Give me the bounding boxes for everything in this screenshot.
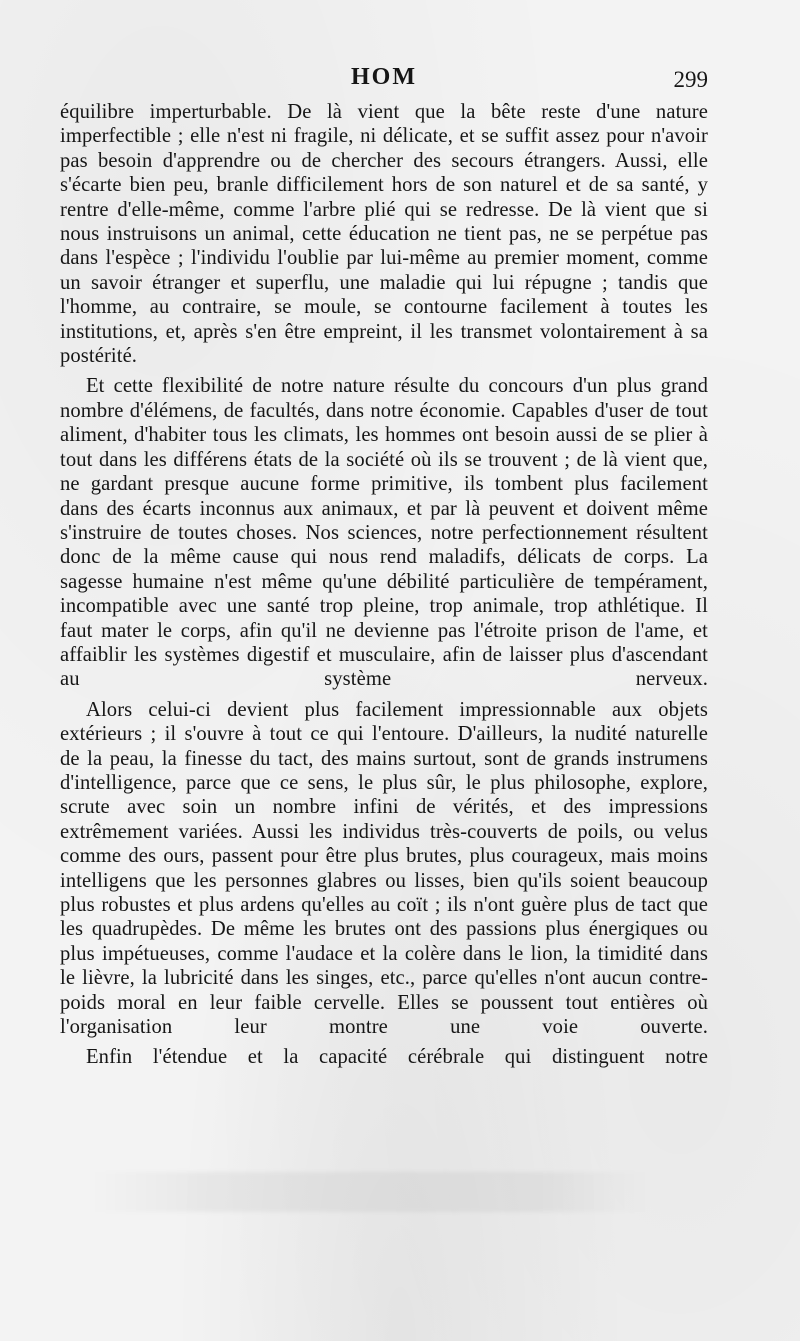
show-through-texture (90, 1172, 650, 1212)
paragraph-2: Et cette flexibilité de notre nature résulte du concours d'un plus grand nombre d'élémens, de facultés, dans notre économie. Capables d'user de tout aliment, d'habiter tous les climats, les hommes ont besoin aussi de se plier à tout dans les différens états de la société où ils se trouvent ; de là vient que, ne gardant presque aucune forme primitive, ils tombent plus facilement dans des écarts inconnus aux animaux, et par là peuvent et doivent même s'instruire de toutes choses. Nos sciences, notre perfectionnement résultent donc de la même cause qui nous rend maladifs, délicats de corps. La sagesse humaine n'est même qu'une débilité particulière de tempérament, incompatible avec une santé trop pleine, trop animale, trop athlétique. Il faut mater le corps, afin qu'il ne devienne pas l'étroite prison de l'ame, et affaiblir les systèmes digestif et musculaire, afin de laisser plus d'ascendant au système nerveux. (60, 375, 708, 691)
paragraph-1: équilibre imperturbable. De là vient que la bête reste d'une nature imperfectible ; elle n'est ni fragile, ni délicate, et se suffit assez pour n'avoir pas besoin d'apprendre ou de chercher des secours étrangers. Aussi, elle s'écarte bien peu, branle difficilement hors de son naturel et de sa santé, y rentre d'elle-même, comme l'arbre plié qui se redresse. De là vient que si nous instruisons un animal, cette éducation ne tient pas, ne se perpétue pas dans l'espèce ; l'individu l'oublie par lui-même au premier moment, comme un savoir étranger et superflu, une maladie qui lui répugne ; tandis que l'homme, au contraire, se moule, se contourne facilement à toutes les institutions, et, après s'en être empreint, il les transmet volontairement à sa postérité. (60, 101, 708, 368)
paragraph-3: Alors celui-ci devient plus facilement impressionnable aux objets extérieurs ; il s'ouvre à tout ce qui l'entoure. D'ailleurs, la nudité naturelle de la peau, la finesse du tact, des mains surtout, sont de grands instrumens d'intelligence, parce que ce sens, le plus sûr, le plus philosophe, explore, scrute avec soin un nombre infini de vérités, et des impressions extrêmement variées. Aussi les individus très-couverts de poils, ou velus comme des ours, passent pour être plus brutes, plus courageux, mais moins intelligens que les personnes glabres ou lisses, bien qu'ils soient beaucoup plus robustes et plus ardens qu'elles au coït ; ils n'ont guère plus de tact que les quadrupèdes. De même les brutes ont des passions plus énergiques ou plus impétueuses, comme l'audace et la colère dans le lion, la timidité dans le lièvre, la lubricité dans les singes, etc., parce qu'elles n'ont aucun contre-poids moral en leur faible cervelle. Elles se poussent tout entières où l'organisation leur montre une voie ouverte. (60, 698, 708, 1039)
running-head (60, 64, 708, 100)
page-number: 299 (673, 67, 708, 92)
running-title: HOM (351, 64, 417, 90)
body-text (60, 100, 708, 1070)
paragraph-4: Enfin l'étendue et la capacité cérébrale qui distinguent notre (86, 1046, 708, 1069)
book-page (60, 64, 708, 1070)
